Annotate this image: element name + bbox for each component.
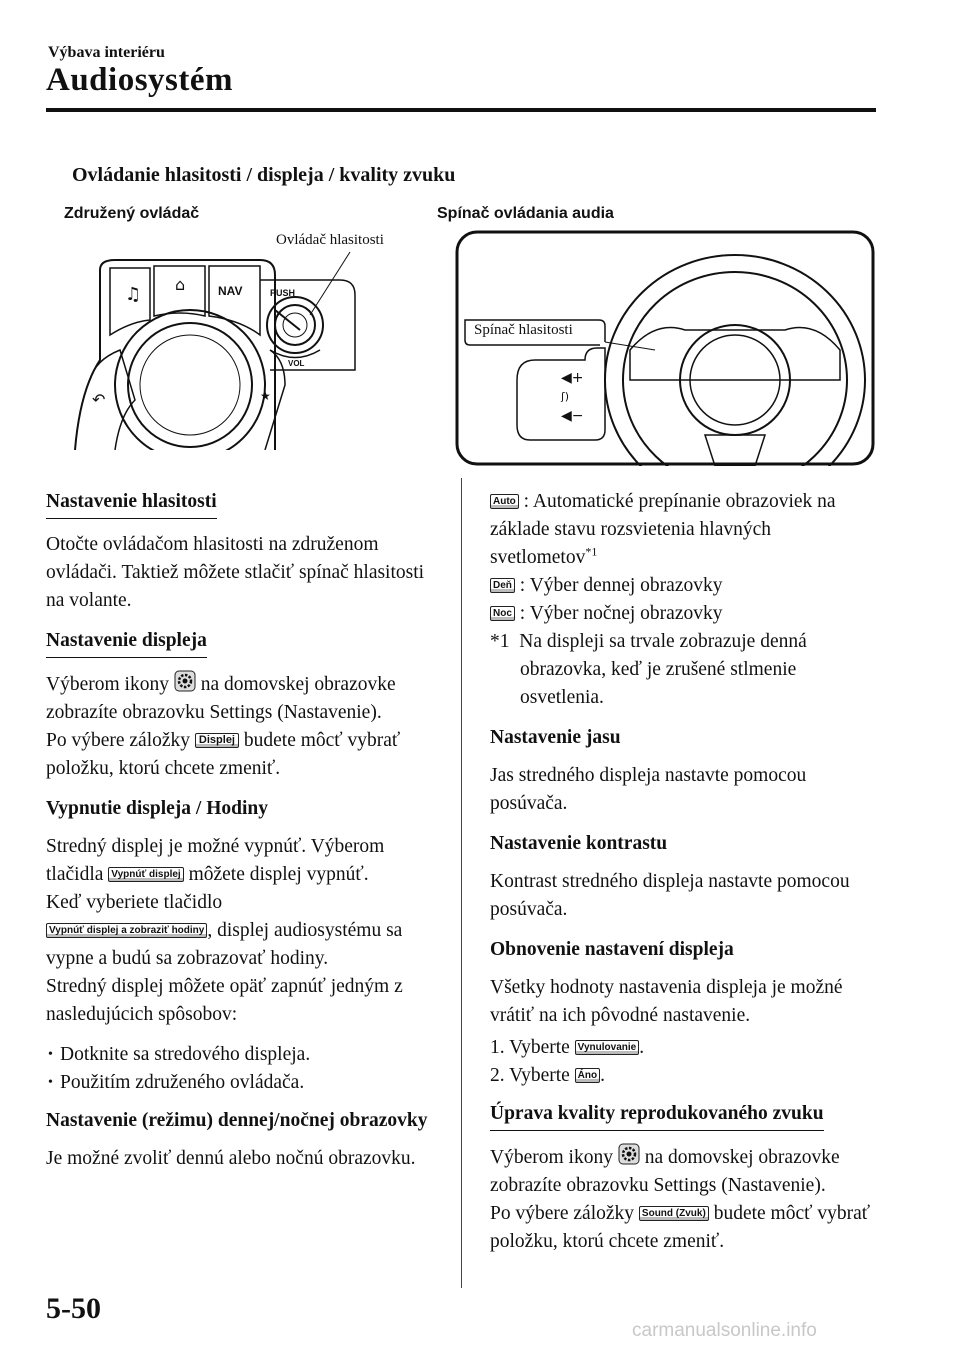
text-contrast: Kontrast stredného displeja nastavte pomocou posúvača.: [490, 871, 850, 920]
watermark-url: carmanualsonline.info: [632, 1320, 817, 1341]
steering-wheel-illustration: [455, 230, 875, 466]
footnote-mark: *1: [490, 631, 510, 652]
list-item: • Dotknite sa stredového displeja.: [46, 1041, 441, 1069]
text-day-night: Je možné zvoliť dennú alebo nočnú obrazovku.: [46, 1148, 416, 1169]
svg-text:↶: ↶: [92, 390, 106, 409]
den-chip: Deň: [490, 578, 515, 593]
heading-display: Nastavenie displeja: [46, 627, 207, 658]
heading-volume: Nastavenie hlasitosti: [46, 488, 217, 519]
text-display-off: Stredný displej je možné vypnúť. Výberom tlačidla Vypnúť displej môžete displej vypnúť. Keď vyberiete tlačidlo Vypnúť displej a zobraziť hodiny , displej audiosystému sa vypne a budú sa zobrazovať hodiny. Stredný displej môžete opäť zapnúť jedným z nasledujúcich spôsobov:: [46, 836, 403, 1025]
push-label: PUSH: [270, 288, 296, 298]
heading-sound: Úprava kvality reprodukovaného zvuku: [490, 1100, 824, 1131]
text-sound: Výberom ikony na domovskej obrazovke zobrazíte obrazovku Settings (Nastavenie). Po výbere záložky Sound (Zvuk) budete môcť vybrať položku, ktorú chcete zmeniť.: [490, 1143, 880, 1256]
noc-chip: Noc: [490, 606, 515, 621]
tab-displej-chip: Displej: [195, 733, 239, 748]
svg-text:★: ★: [260, 389, 271, 403]
sound-tab-chip: Sound (Zvuk): [639, 1206, 709, 1221]
right-column: [490, 488, 880, 1268]
display-off-chip: Vypnúť displej: [108, 867, 183, 882]
auto-chip: Auto: [490, 494, 519, 509]
reset-chip: Vynulovanie: [575, 1040, 640, 1055]
page-number: 5-50: [46, 1292, 101, 1325]
reenable-list: [46, 1041, 441, 1097]
section-label: Výbava interiéru: [48, 44, 165, 61]
heading-contrast: Nastavenie kontrastu: [490, 833, 668, 854]
left-column: [46, 488, 441, 1185]
list-item: 1. Vyberte Vynulovanie .: [490, 1037, 645, 1058]
header-rule: [46, 108, 876, 112]
commander-label: Združený ovládač: [64, 205, 200, 222]
svg-text:◀+: ◀+: [561, 370, 584, 386]
audio-switch-label: Spínač ovládania audia: [437, 205, 614, 222]
display-off-clock-chip: Vypnúť displej a zobraziť hodiny: [46, 923, 207, 938]
text-reset: Všetky hodnoty nastavenia displeja je možné vrátiť na ich pôvodné nastavenie.: [490, 977, 843, 1026]
footnote: *1 Na displeji sa trvale zobrazuje denná obrazovka, keď je zrušené stlmenie osvetlenia.: [490, 631, 807, 708]
chapter-title: Audiosystém: [46, 62, 234, 98]
figure-title: Ovládanie hlasitosti / displeja / kvality zvuku: [72, 164, 456, 186]
volume-switch-callout: Spínač hlasitosti: [474, 322, 573, 338]
heading-display-off: Vypnutie displeja / Hodiny: [46, 798, 268, 819]
settings-gear-icon: [174, 670, 196, 692]
text-brightness: Jas stredného displeja nastavte pomocou posúvača.: [490, 765, 807, 814]
vol-label: VOL: [288, 359, 305, 368]
svg-text:ʃ): ʃ): [561, 390, 569, 403]
heading-day-night: Nastavenie (režimu) dennej/nočnej obrazovky: [46, 1110, 428, 1131]
reset-steps: [490, 1034, 880, 1090]
list-item: • Použitím združeného ovládača.: [46, 1069, 441, 1097]
svg-text:◀−: ◀−: [561, 408, 584, 424]
volume-knob-callout: Ovládač hlasitosti: [276, 232, 384, 248]
column-divider: [461, 478, 462, 1288]
heading-brightness: Nastavenie jasu: [490, 727, 621, 748]
text-noc: Noc : Výber nočnej obrazovky: [490, 600, 880, 628]
svg-text:⌂: ⌂: [175, 275, 186, 294]
nav-label: NAV: [218, 284, 243, 298]
commander-illustration: [70, 250, 420, 450]
list-item: 2. Vyberte Áno .: [490, 1065, 605, 1086]
text-den: Deň : Výber dennej obrazovky: [490, 572, 880, 600]
settings-gear-icon: [618, 1143, 640, 1165]
text-display: Výberom ikony na domovskej obrazovke zobrazíte obrazovku Settings (Nastavenie). Po výbere záložky Displej budete môcť vybrať položku, ktorú chcete zmeniť.: [46, 670, 441, 783]
svg-text:♫: ♫: [125, 284, 142, 305]
ano-chip: Áno: [575, 1068, 600, 1083]
text-auto: Auto : Automatické prepínanie obrazoviek na základe stavu rozsvietenia hlavných svetlometov$^{*1}$: [490, 491, 836, 568]
text-volume: Otočte ovládačom hlasitosti na združenom ovládači. Taktiež môžete stlačiť spínač hlasitosti na volante.: [46, 534, 425, 611]
heading-reset: Obnovenie nastavení displeja: [490, 939, 734, 960]
